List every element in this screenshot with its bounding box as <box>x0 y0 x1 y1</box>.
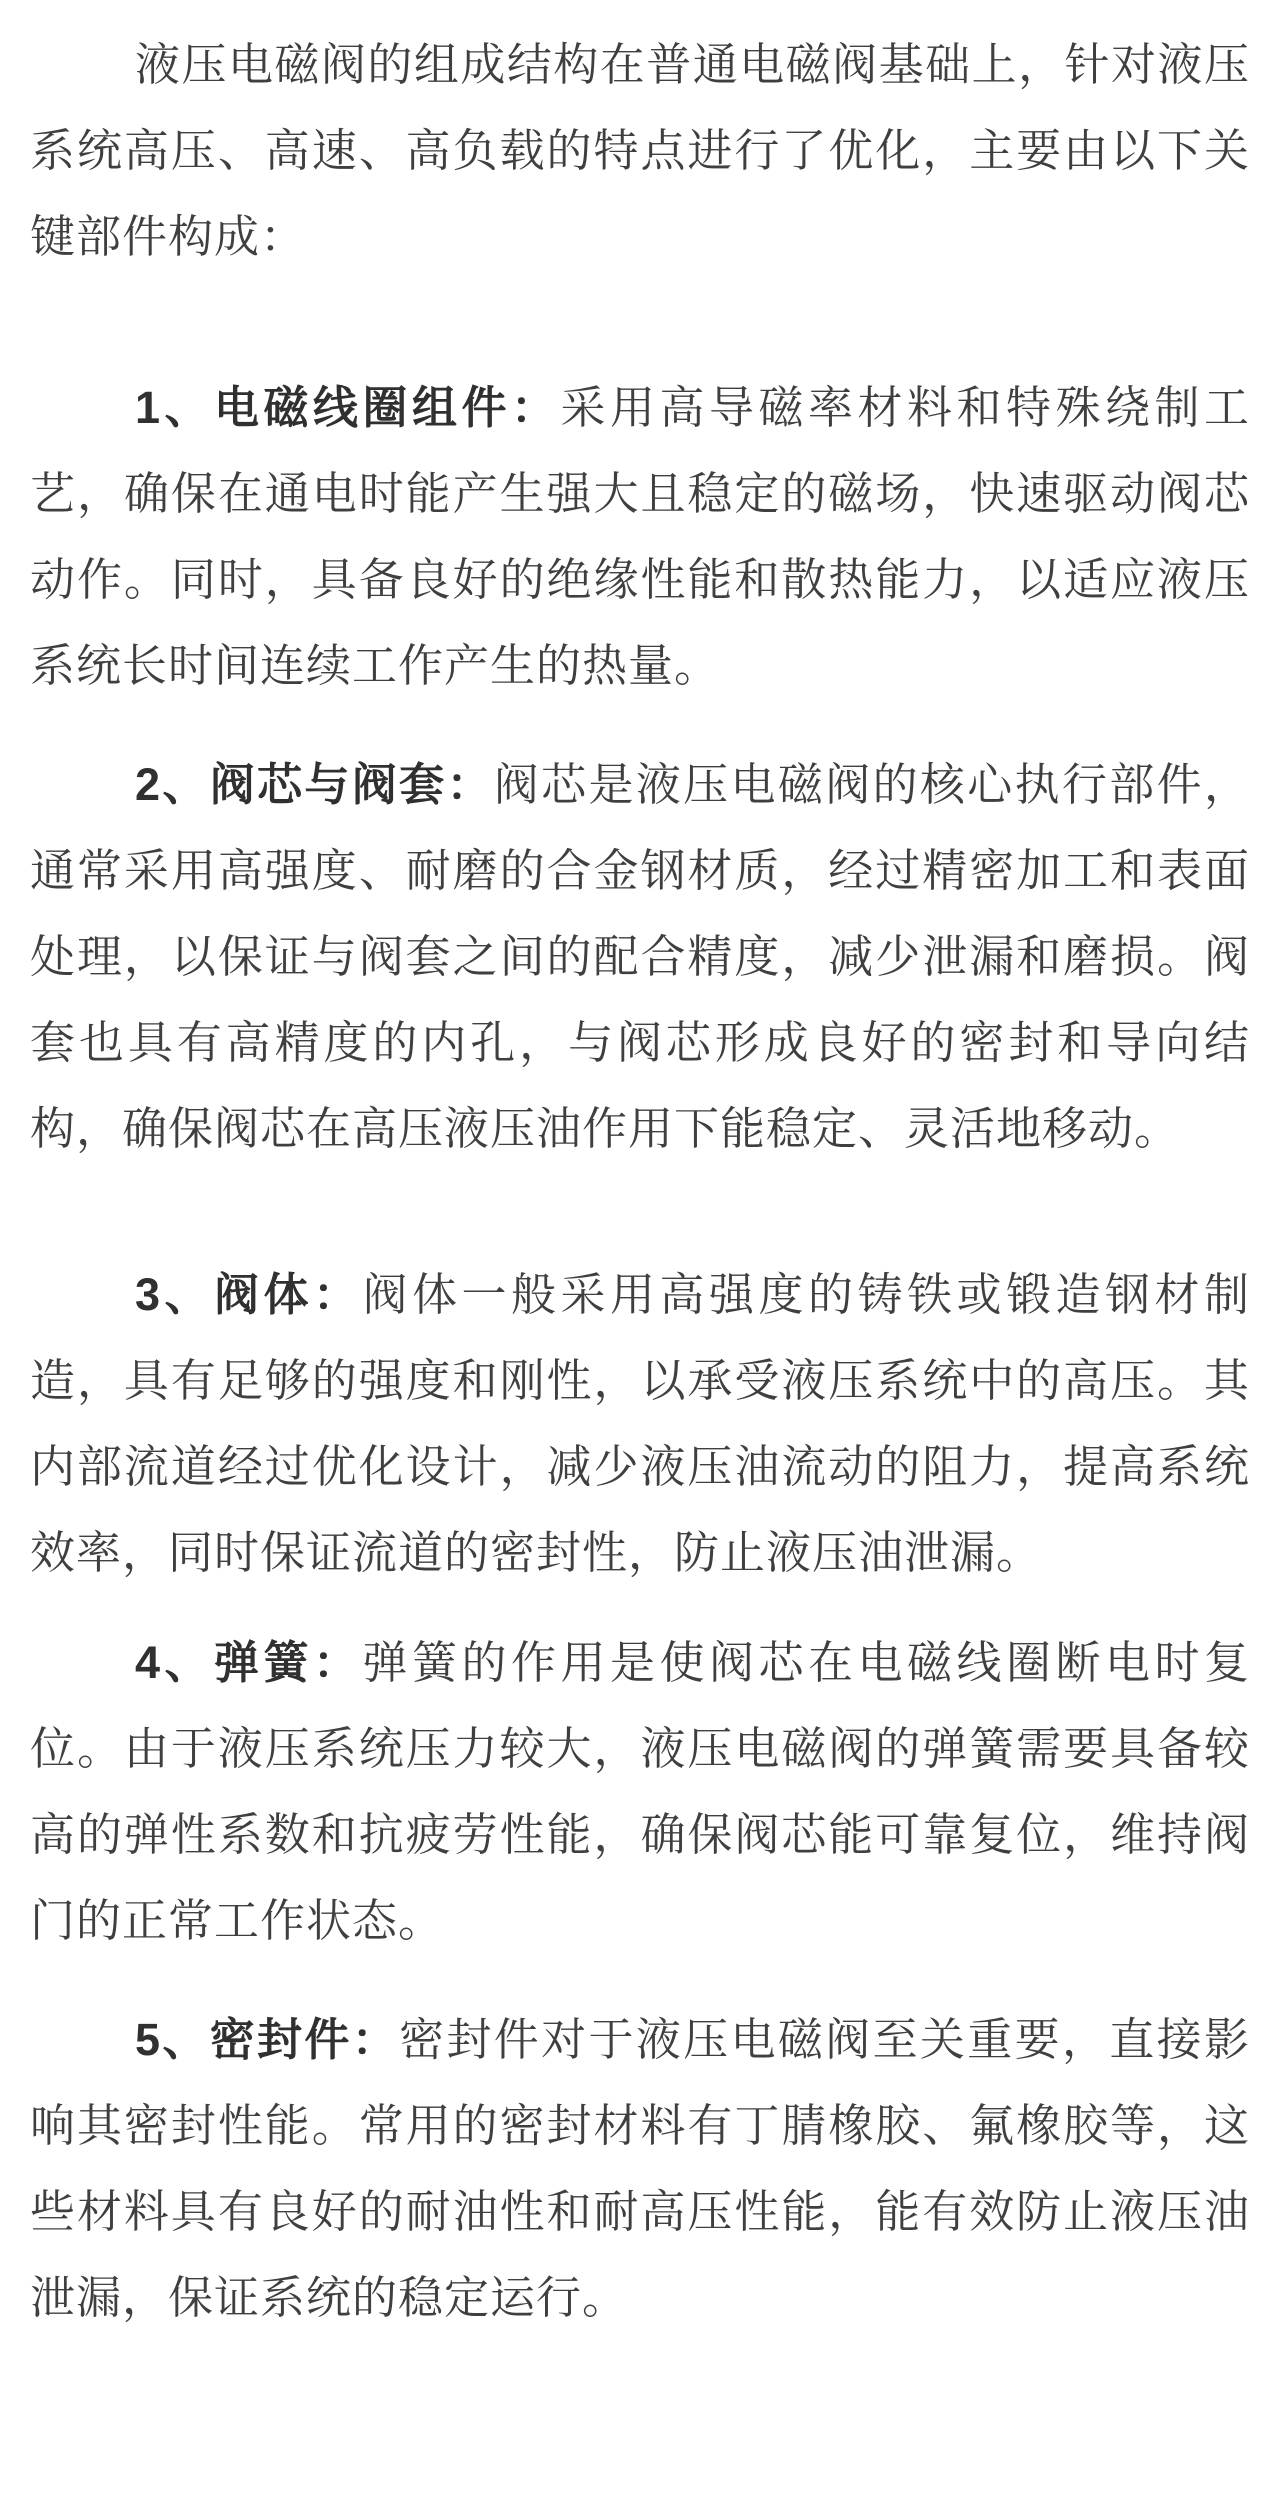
section-5-body: 密封件对于液压电磁阀至关重要，直接影响其密封性能。常用的密封材料有丁腈橡胶、氟橡胶等，这些材料具有良好的耐油性和耐高压性能，能有效防止液压油泄漏，保证系统的稳定运行。 <box>30 2014 1250 2323</box>
section-4-body: 弹簧的作用是使阀芯在电磁线圈断电时复位。由于液压系统压力较大，液压电磁阀的弹簧需要具备较高的弹性系数和抗疲劳性能，确保阀芯能可靠复位，维持阀门的正常工作状态。 <box>30 1637 1250 1946</box>
section-1-body: 采用高导磁率材料和特殊绕制工艺，确保在通电时能产生强大且稳定的磁场，快速驱动阀芯动作。同时，具备良好的绝缘性能和散热能力，以适应液压系统长时间连续工作产生的热量。 <box>30 382 1250 691</box>
section-3-paragraph <box>30 1252 1250 1596</box>
intro-text: 液压电磁阀的组成结构在普通电磁阀基础上，针对液压系统高压、高速、高负载的特点进行了优化，主要由以下关键部件构成： <box>30 39 1250 262</box>
section-4-label: 4、弹簧： <box>135 1637 363 1688</box>
section-5-label: 5、密封件： <box>135 2014 400 2065</box>
section-5-paragraph <box>30 1997 1250 2341</box>
section-3-body: 阀体一般采用高强度的铸铁或锻造钢材制造，具有足够的强度和刚性，以承受液压系统中的高压。其内部流道经过优化设计，减少液压油流动的阻力，提高系统效率，同时保证流道的密封性，防止液压油泄漏。 <box>30 1269 1250 1578</box>
section-2-label: 2、阀芯与阀套： <box>135 759 494 810</box>
section-1-label: 1、电磁线圈组件： <box>135 382 561 433</box>
intro-paragraph <box>30 22 1250 280</box>
section-2-body: 阀芯是液压电磁阀的核心执行部件，通常采用高强度、耐磨的合金钢材质，经过精密加工和表面处理，以保证与阀套之间的配合精度，减少泄漏和磨损。阀套也具有高精度的内孔，与阀芯形成良好的密封和导向结构，确保阀芯在高压液压油作用下能稳定、灵活地移动。 <box>30 759 1250 1154</box>
section-4-paragraph <box>30 1620 1250 1964</box>
section-1-paragraph <box>30 365 1250 709</box>
section-2-paragraph <box>30 742 1250 1172</box>
section-3-label: 3、阀体： <box>135 1269 363 1320</box>
